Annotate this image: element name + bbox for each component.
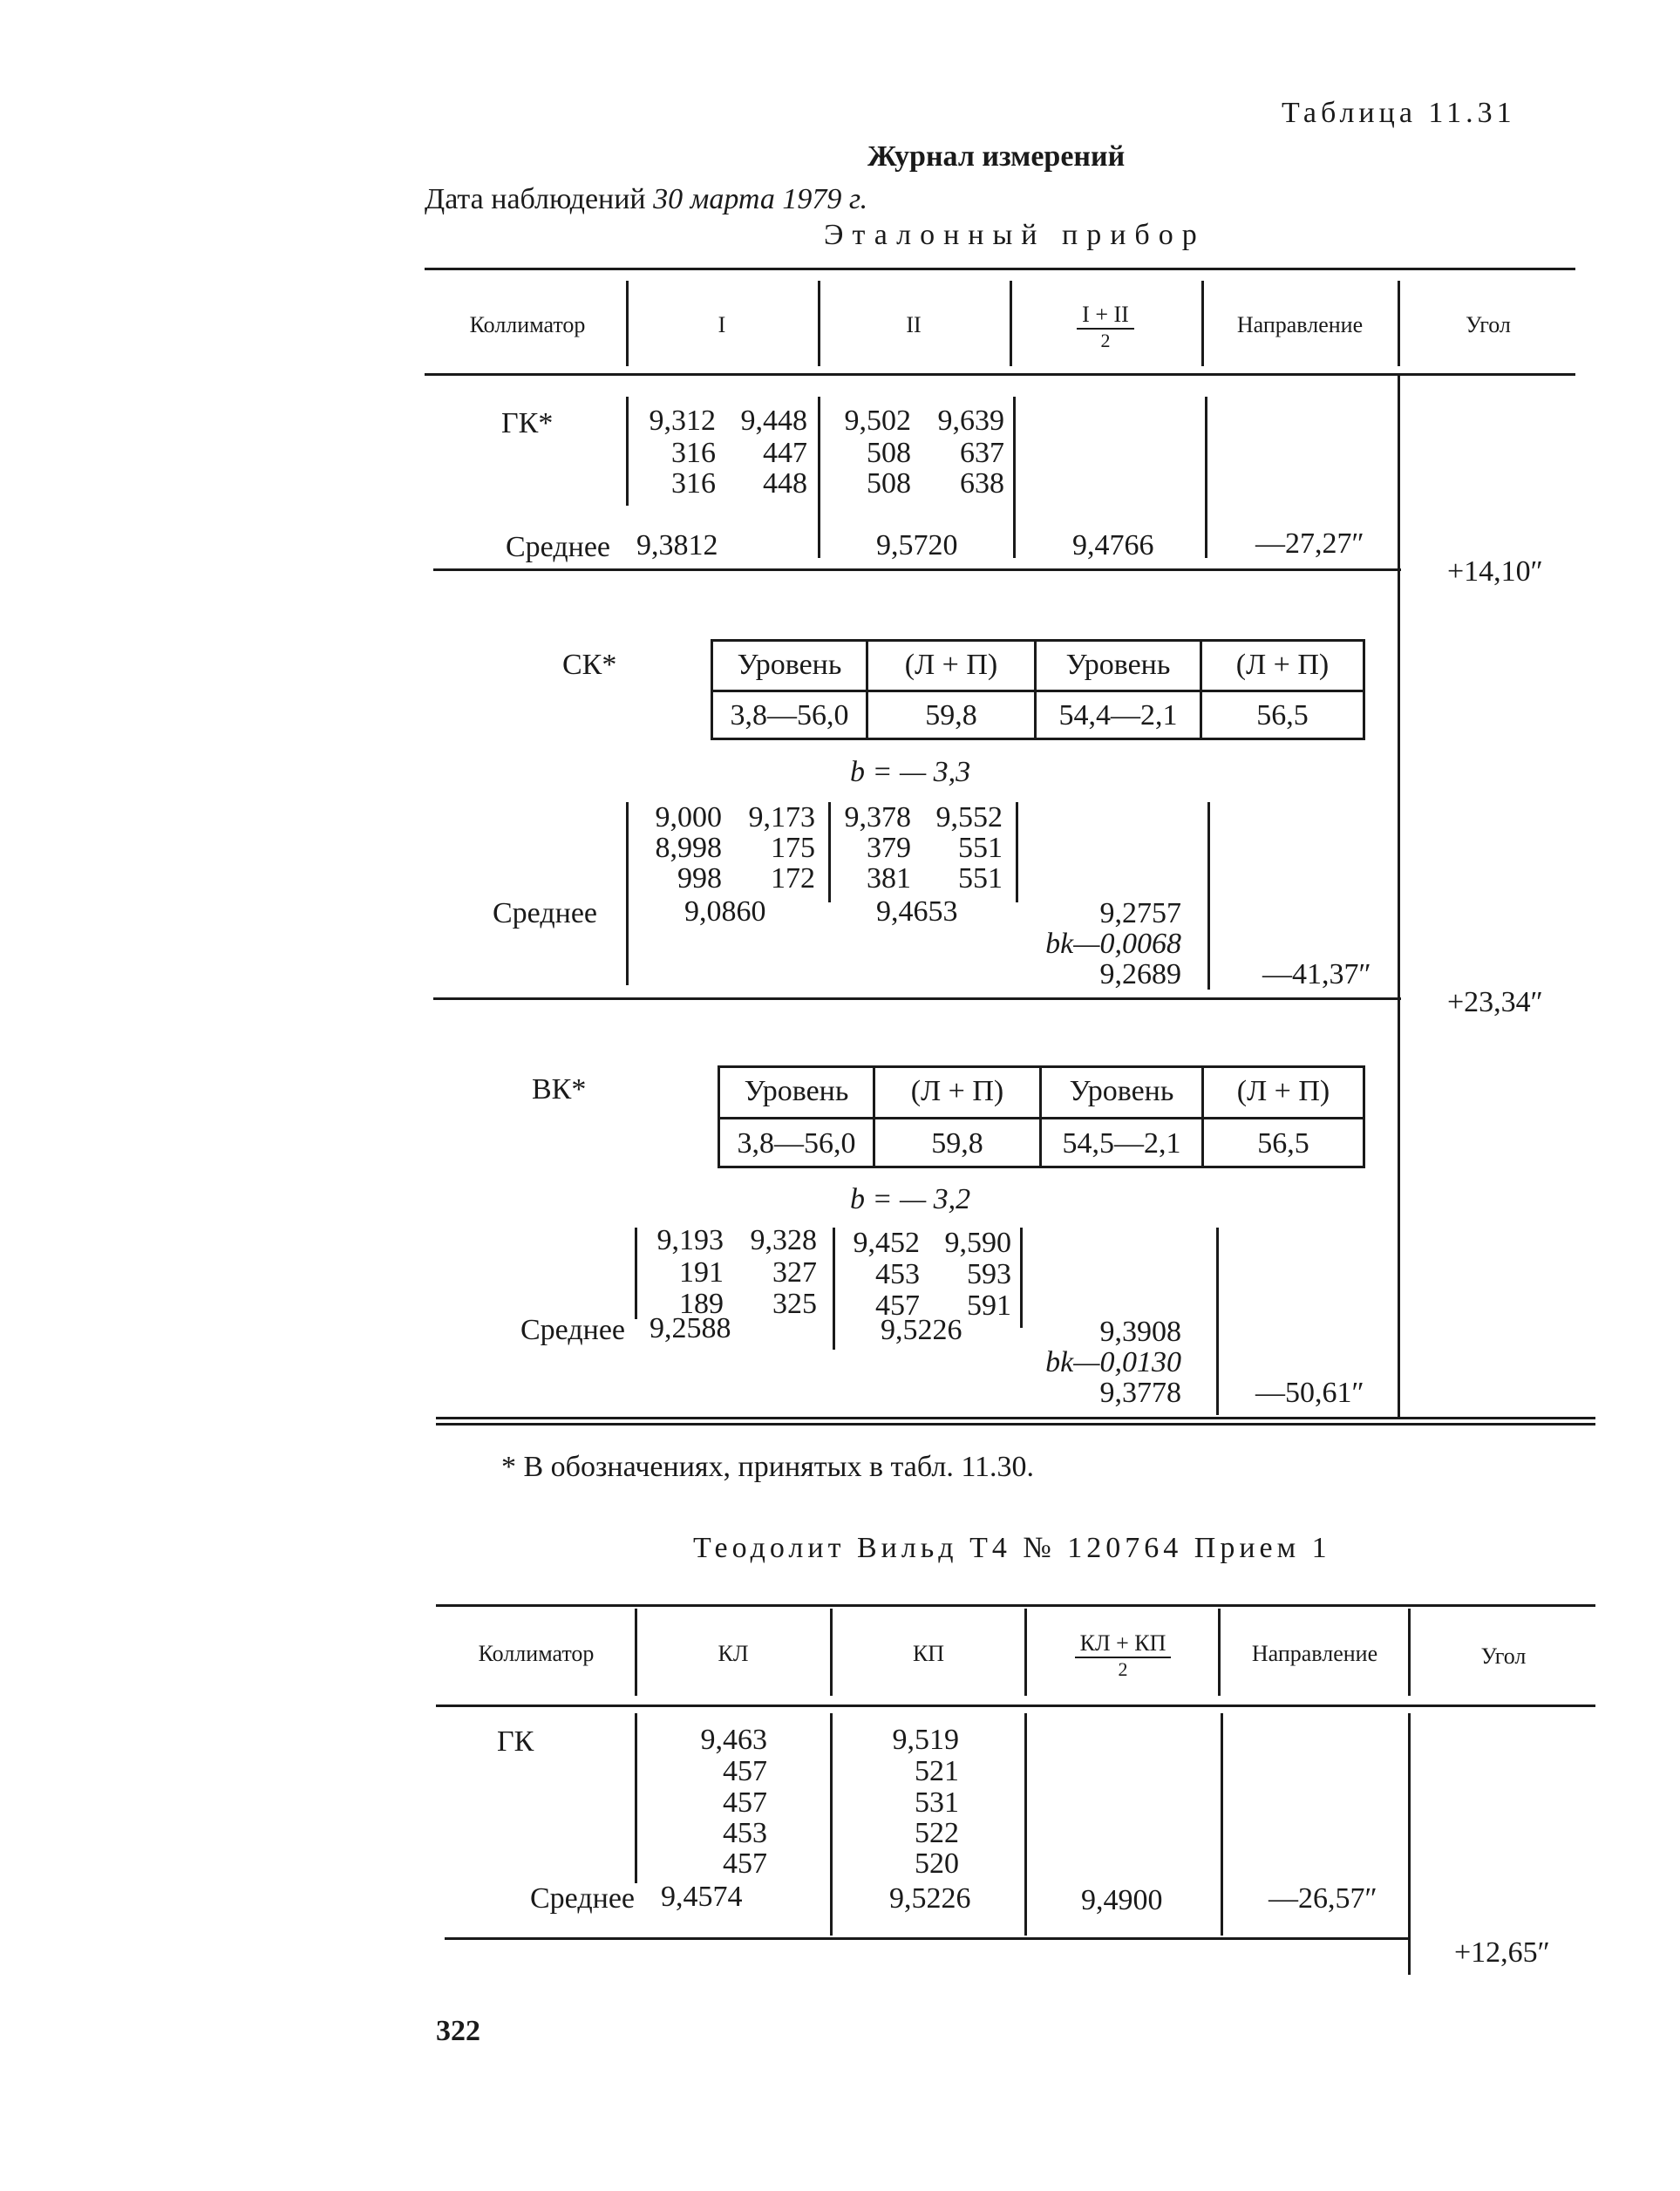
sk-bk: bk—0,0068: [1045, 928, 1181, 960]
table1-top-rule: [425, 268, 1575, 270]
gk-divider: [626, 397, 629, 506]
gk-i-1a: 9,312: [649, 405, 716, 437]
t2-mean-half: 9,4900: [1081, 1884, 1163, 1916]
gk-i-2a: 316: [671, 437, 716, 469]
sk-ii-2a: 379: [867, 832, 911, 864]
vk-mean-i: 9,2588: [650, 1312, 731, 1344]
vk-i-1b: 9,328: [750, 1224, 817, 1256]
t2-kp-3: 531: [915, 1786, 959, 1819]
sk-i-2b: 175: [771, 832, 815, 864]
vk-bk: bk—0,0130: [1045, 1346, 1181, 1378]
t2-header-collimator: Коллиматор: [478, 1641, 595, 1666]
gk-i-3a: 316: [671, 467, 716, 500]
sk-mean-label: Среднее: [493, 897, 597, 929]
sk-ii-2b: 551: [958, 832, 1003, 864]
sk-i-1a: 9,000: [655, 801, 722, 834]
gk-mean-half: 9,4766: [1072, 529, 1154, 561]
vk-level-h2: (Л + П): [910, 1075, 1004, 1107]
gk-direction: —27,27″: [1255, 527, 1364, 560]
t2-kp-1: 9,519: [892, 1724, 959, 1756]
gk-i-1b: 9,448: [740, 405, 807, 437]
t2-kp-2: 521: [915, 1755, 959, 1787]
sk-corrected: 9,2689: [1099, 958, 1181, 990]
sk-level-h1: Уровень: [737, 649, 842, 681]
vk-mean-label: Среднее: [520, 1314, 625, 1346]
t2-header-half-sum: [1028, 1630, 1218, 1681]
table-number: Таблица 11.31: [1282, 97, 1516, 129]
table2-header-divider: [1024, 1609, 1027, 1696]
t2-gk-bottom-rule: [445, 1937, 1408, 1940]
col-header-direction: Направление: [1236, 312, 1364, 337]
sk-divider: [1016, 802, 1018, 902]
sk-level-v1: 3,8—56,0: [730, 699, 849, 731]
t2-gk-label: ГК: [497, 1725, 534, 1758]
t2-mean-kl: 9,4574: [661, 1881, 743, 1913]
page-number: 322: [436, 2015, 480, 2047]
gk-mean-ii: 9,5720: [876, 529, 958, 561]
t2-header-angle: Угол: [1480, 1643, 1527, 1669]
table2-header-divider: [1408, 1609, 1411, 1696]
gk-ii-2a: 508: [867, 437, 911, 469]
gk-mean-i: 9,3812: [636, 529, 718, 561]
sk-i-3a: 998: [677, 862, 722, 895]
sk-mean-ii: 9,4653: [876, 895, 958, 928]
vk-level-v3: 54,5—2,1: [1062, 1127, 1181, 1160]
gk-divider: [818, 397, 820, 558]
sk-divider: [1207, 802, 1210, 990]
theodolite-title: Теодолит Вильд Т4 № 120764 Прием 1: [693, 1532, 1331, 1564]
t2-direction: —26,57″: [1269, 1882, 1377, 1915]
sk-label: СК*: [562, 649, 617, 681]
table1-header-divider: [1398, 281, 1400, 366]
vk-divider: [635, 1228, 637, 1319]
table1-header-divider: [626, 281, 629, 366]
angle-gk-sk: +14,10″: [1447, 555, 1543, 588]
t2-mean-label: Среднее: [530, 1882, 635, 1915]
table1-bottom-rule: [436, 1423, 1595, 1426]
sk-i-2a: 8,998: [655, 832, 722, 864]
col-header-ii: II: [906, 312, 922, 337]
sk-half: 9,2757: [1099, 897, 1181, 929]
table1-header-divider: [1201, 281, 1204, 366]
t2-kp-5: 520: [915, 1847, 959, 1880]
vk-direction: —50,61″: [1255, 1377, 1364, 1409]
sk-level-v4: 56,5: [1256, 699, 1309, 731]
col-header-collimator: Коллиматор: [469, 312, 586, 337]
date-label: Дата наблюдений: [425, 183, 646, 215]
vk-level-table: [718, 1065, 1365, 1168]
t2-mean-kp: 9,5226: [889, 1882, 971, 1915]
vk-level-v2: 59,8: [931, 1127, 983, 1160]
gk-ii-1b: 9,639: [937, 405, 1004, 437]
gk-divider: [1013, 397, 1016, 558]
t2-divider: [1024, 1713, 1027, 1936]
vk-level-h3: Уровень: [1069, 1075, 1174, 1107]
sk-level-h4: (Л + П): [1235, 649, 1330, 681]
vk-i-1a: 9,193: [656, 1224, 724, 1256]
date-value: 30 марта 1979 г.: [653, 183, 868, 215]
sk-b: b = — 3,3: [850, 756, 971, 788]
table1-header-rule: [425, 373, 1575, 376]
table1-header-divider: [818, 281, 820, 366]
table2-header-divider: [1218, 1609, 1221, 1696]
vk-ii-1a: 9,452: [853, 1227, 920, 1259]
reference-title: Эталонный прибор: [824, 219, 1206, 251]
sk-level-v3: 54,4—2,1: [1058, 699, 1178, 731]
vk-i-2b: 327: [772, 1256, 817, 1289]
sk-level-h2: (Л + П): [904, 649, 998, 681]
t2-kl-5: 457: [723, 1847, 767, 1880]
frac-numerator: КЛ + КП: [1075, 1630, 1172, 1658]
vk-level-v1: 3,8—56,0: [737, 1127, 856, 1160]
vk-ii-1b: 9,590: [944, 1227, 1011, 1259]
vk-corrected: 9,3778: [1099, 1377, 1181, 1409]
gk-label: ГК*: [501, 407, 554, 439]
col-header-i: I: [718, 312, 726, 337]
vk-divider: [1020, 1228, 1023, 1328]
sk-i-3b: 172: [771, 862, 815, 895]
sk-direction: —41,37″: [1262, 958, 1371, 990]
sk-level-table: [711, 639, 1365, 740]
sk-ii-1a: 9,378: [844, 801, 911, 834]
sk-ii-3a: 381: [867, 862, 911, 895]
sk-bottom-rule: [433, 997, 1401, 1000]
col-header-half-sum: [1013, 302, 1198, 352]
sk-divider: [626, 802, 629, 985]
sk-ii-1b: 9,552: [935, 801, 1003, 834]
t2-kl-4: 453: [723, 1817, 767, 1849]
gk-ii-3b: 638: [960, 467, 1004, 500]
t2-header-kp: КП: [912, 1641, 945, 1666]
table2-header-rule: [436, 1704, 1595, 1707]
t2-angle-divider: [1408, 1713, 1411, 1975]
angle-column-divider: [1398, 375, 1400, 1417]
frac-numerator: I + II: [1077, 302, 1134, 330]
gk-bottom-rule: [433, 568, 1401, 571]
sk-level-v2: 59,8: [925, 699, 977, 731]
t2-kl-2: 457: [723, 1755, 767, 1787]
table2-top-rule: [436, 1604, 1595, 1607]
gk-ii-2b: 637: [960, 437, 1004, 469]
sk-i-1b: 9,173: [748, 801, 815, 834]
vk-level-v4: 56,5: [1257, 1127, 1309, 1160]
table1-bottom-rule: [436, 1417, 1595, 1419]
sk-level-rule: [713, 690, 1363, 692]
sk-level-h3: Уровень: [1065, 649, 1171, 681]
table2-header-divider: [830, 1609, 833, 1696]
gk-mean-label: Среднее: [506, 531, 610, 563]
vk-b: b = — 3,2: [850, 1183, 971, 1215]
vk-i-3a: 189: [679, 1288, 724, 1320]
angle-sk-vk: +23,34″: [1447, 986, 1543, 1018]
frac-denominator: 2: [1100, 330, 1111, 351]
gk-divider: [1205, 397, 1207, 558]
sk-mean-i: 9,0860: [684, 895, 766, 928]
table2-header-divider: [635, 1609, 637, 1696]
vk-ii-2a: 453: [875, 1258, 920, 1290]
journal-title: Журнал измерений: [867, 140, 1126, 173]
t2-angle: +12,65″: [1454, 1936, 1550, 1969]
footnote: * В обозначениях, принятых в табл. 11.30.: [501, 1451, 1035, 1483]
vk-i-2a: 191: [679, 1256, 724, 1289]
vk-level-h1: Уровень: [744, 1075, 849, 1107]
vk-half: 9,3908: [1099, 1316, 1181, 1348]
sk-ii-3b: 551: [958, 862, 1003, 895]
table1-header-divider: [1010, 281, 1012, 366]
t2-kp-4: 522: [915, 1817, 959, 1849]
gk-ii-1a: 9,502: [844, 405, 911, 437]
gk-ii-3a: 508: [867, 467, 911, 500]
vk-label: ВК*: [532, 1073, 587, 1106]
t2-divider: [1221, 1713, 1223, 1936]
vk-mean-ii: 9,5226: [881, 1314, 962, 1346]
vk-divider: [1216, 1228, 1219, 1415]
t2-divider: [635, 1713, 637, 1883]
t2-kl-1: 9,463: [700, 1724, 767, 1756]
vk-i-3b: 325: [772, 1288, 817, 1320]
t2-header-direction: Направление: [1251, 1641, 1378, 1666]
vk-ii-3a: 457: [875, 1289, 920, 1322]
frac-denominator: 2: [1118, 1658, 1128, 1680]
vk-level-h4: (Л + П): [1236, 1075, 1330, 1107]
t2-kl-3: 457: [723, 1786, 767, 1819]
gk-i-2b: 447: [763, 437, 807, 469]
date-line: [425, 184, 867, 215]
vk-ii-3b: 591: [967, 1289, 1011, 1322]
t2-header-kl: КЛ: [718, 1641, 749, 1666]
vk-ii-2b: 593: [967, 1258, 1011, 1290]
gk-i-3b: 448: [763, 467, 807, 500]
t2-divider: [830, 1713, 833, 1936]
col-header-angle: Угол: [1466, 312, 1511, 337]
